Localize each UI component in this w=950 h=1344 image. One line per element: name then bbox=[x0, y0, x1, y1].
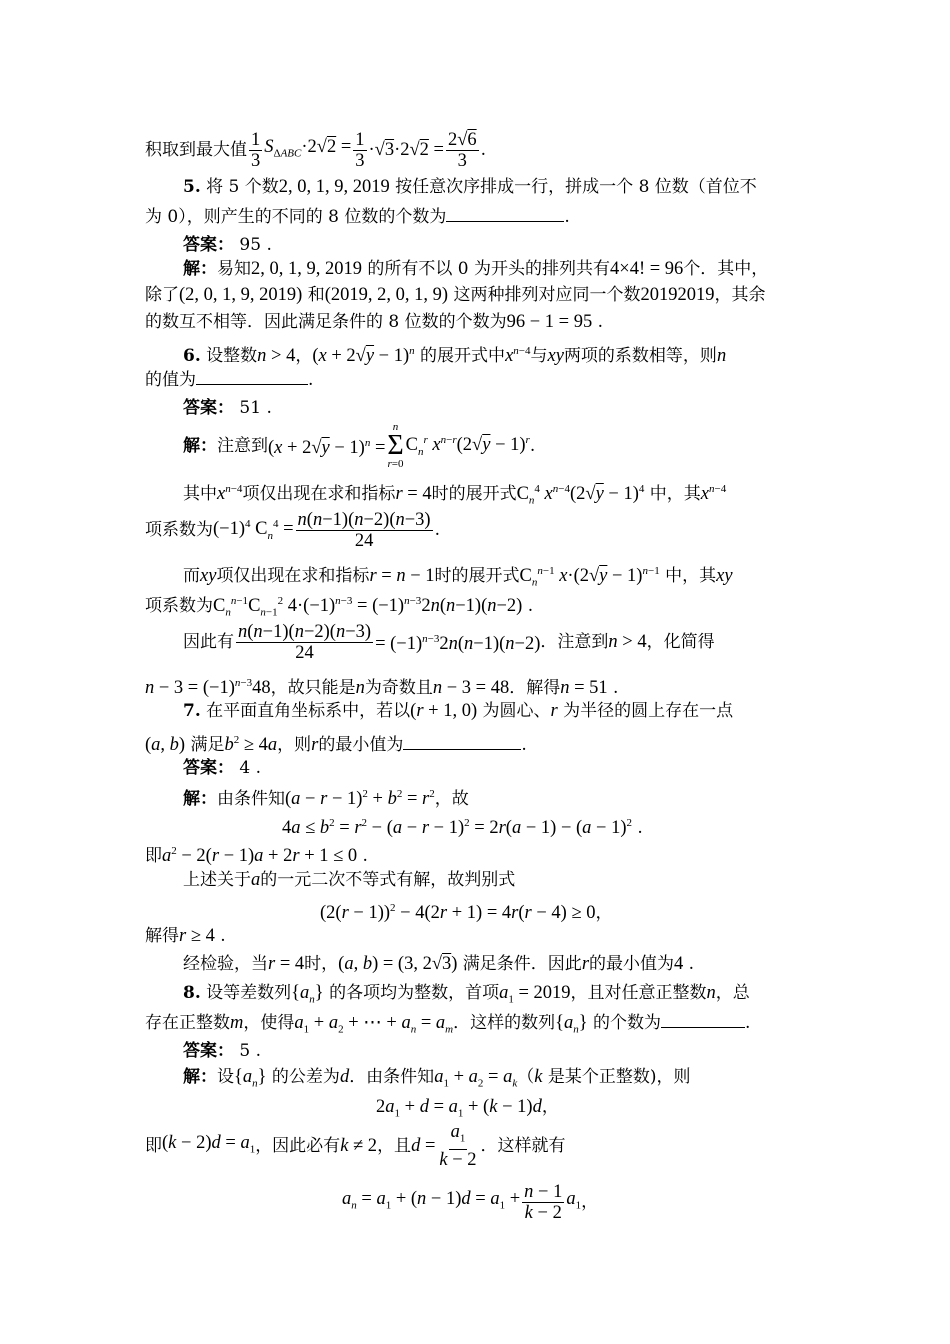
text-line-l29: 存在正整数m，使得$a_1 + a_2$ + ⋯ + $a_n = a_m$．这样的数列$\{a_n\}$ 的个数为 . bbox=[145, 1013, 751, 1036]
text-line-l34: $a_n = a_1 + (n - 1)d = a_1$ + $\frac{n - 1}{k - 2}$ $a_1$ ， bbox=[342, 1181, 599, 1223]
text-line-l01: 积取到最大值 $\frac{1}{3}$ $S_{\Delta ABC}\cdot 2√2$ = $\frac{1}{3}$ ·√3·2√2 = $\frac{2√6}{3}$ . bbox=[145, 129, 487, 171]
text-line-l31: 解：设$\{a_n\}$ 的公差为d．由条件知$a_1 + a_2 = a_k(k$ 是某个正整数)，则 bbox=[183, 1067, 691, 1090]
text-line-l23: 即$a^2 - 2(r - 1)a + 2r + 1 \le 0$ . bbox=[145, 845, 368, 867]
text-line-l06: 除了(2, 0, 1, 9, 2019) 和(2019, 2, 0, 1, 9) 这两种排列对应同一个数20192019，其余 bbox=[145, 285, 766, 305]
text-line-l16: 因此有 $\frac{n(n-1)(n-2)(n-3)}{24}$ = $(-1)^{n-3}2n(n-1)(n-2)$ ．注意到 n > 4 ，化简得 bbox=[183, 621, 715, 663]
text-line-l33: 即 $(k - 2)d = a_1$ ，因此必有 k ≠ 2 ，且 d = $\frac{a_1}{k - 2}$ ．这样就有 bbox=[145, 1122, 566, 1170]
text-line-l15: 项系数为$C_n^{n-1}C_{n-1}^2$ $4\cdot(-1)^{n-3} = (-1)^{n-3}2n(n-1)(n-2)$ . bbox=[145, 595, 534, 619]
text-line-l04: 答案： 95 . bbox=[183, 235, 272, 255]
text-line-l21: 解：由条件知$(a - r - 1)^2 + b^2 = r^2$，故 bbox=[183, 788, 469, 810]
text-line-l27: 经检验，当r = 4时，(a, b) = (3, 2√3) 满足条件．因此r的最小值为4 . bbox=[183, 954, 695, 974]
text-line-l26: 解得r ≥ 4 . bbox=[145, 926, 226, 946]
text-line-l30: 答案： 5 . bbox=[183, 1041, 262, 1061]
text-line-l22: $4a \le b^2 = r^2 - (a - r - 1)^2 = 2r(a - 1) - (a - 1)^2$ . bbox=[282, 817, 643, 839]
text-line-l28: 8. 设等差数列$\{a_n\}$ 的各项均为整数，首项$a_1 = 2019$，且对任意正整数n，总 bbox=[183, 983, 750, 1006]
text-line-l02: 5. 将 5 个数2, 0, 1, 9, 2019 按任意次序排成一行，拼成一个 8 位数（首位不 bbox=[183, 177, 757, 197]
text-line-l14: 而xy项仅出现在求和指标r = n − 1时的展开式$C_n^{n-1}$ $x\cdot(2√y - 1)^{n-1}$ 中，其xy bbox=[183, 565, 733, 589]
text-line-l05: 解：易知2, 0, 1, 9, 2019 的所有不以 0 为开头的排列共有4×4! = 96个．其中， bbox=[183, 259, 769, 279]
text-line-l13: 项系数为 $(-1)^4$ $C_n^4$ = $\frac{n(n-1)(n-2)(n-3)}{24}$ . bbox=[145, 509, 441, 551]
text-line-l12: 其中$x^{n-4}$项仅出现在求和指标r = 4时的展开式$C_n^4$ $x^{n-4}(2√y - 1)^4$ 中，其$x^{n-4}$ bbox=[183, 483, 727, 507]
text-line-l19: (a, b) 满足$b^2 \ge 4a$，则r的最小值为 . bbox=[145, 734, 527, 756]
text-line-l17: $n - 3 = (-1)^{n-3}48$，故只能是n为奇数且n − 3 = 48．解得n = 51 . bbox=[145, 677, 619, 699]
text-line-l20: 答案： 4 . bbox=[183, 758, 262, 778]
text-line-l25: $(2(r - 1))^2 - 4(2r + 1) = 4r(r - 4) \ge 0$， bbox=[320, 902, 613, 924]
text-line-l08: 6. 设整数n > 4，$(x + 2√y - 1)^n$ 的展开式中$x^{n-4}$与xy两项的系数相等，则n bbox=[183, 345, 727, 367]
text-line-l32: $2a_1 + d = a_1 + (k - 1)d$， bbox=[376, 1097, 559, 1120]
text-line-l18: 7. 在平面直角坐标系中，若以(r + 1, 0) 为圆心、r 为半径的圆上存在一点 bbox=[183, 701, 734, 721]
text-line-l07: 的数互不相等．因此满足条件的 8 位数的个数为96 − 1 = 95 . bbox=[145, 312, 604, 332]
text-line-l24: 上述关于a的一元二次不等式有解，故判别式 bbox=[183, 870, 516, 890]
text-line-l03: 为 0），则产生的不同的 8 位数的个数为 . bbox=[145, 207, 570, 227]
text-line-l10: 答案： 51 . bbox=[183, 398, 272, 418]
text-line-l09: 的值为 . bbox=[145, 370, 314, 390]
text-line-l11: 解： 注意到 $(x + 2√y - 1)^n$ = n Σ r=0 $C_n^r$ $x^{n-r}(2√y - 1)^r$ . bbox=[183, 421, 536, 470]
